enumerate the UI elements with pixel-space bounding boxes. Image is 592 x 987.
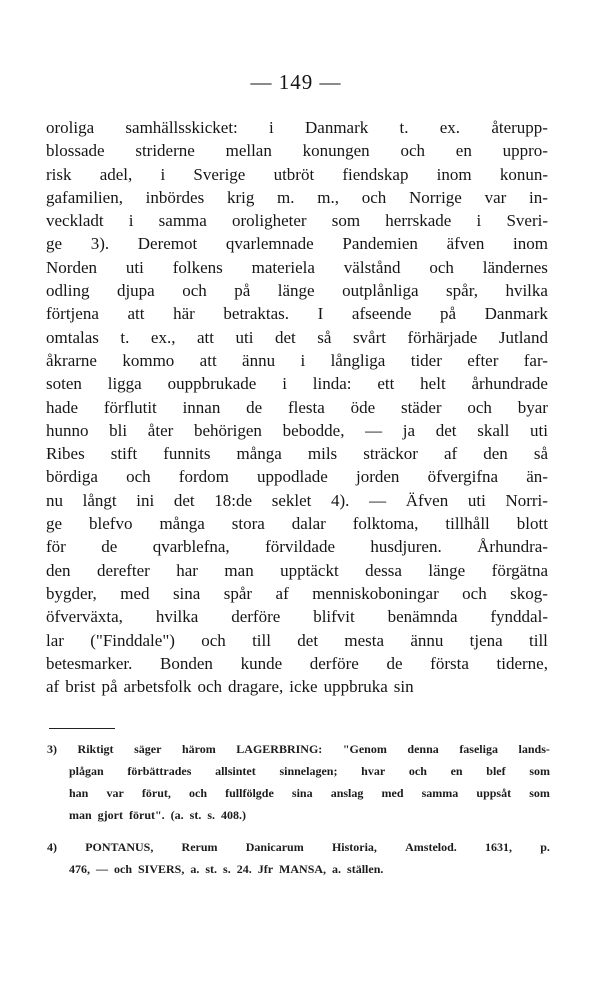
word: 3).: [90, 234, 110, 254]
word: "Genom: [342, 742, 387, 756]
text-line: [46, 442, 548, 465]
word: som: [529, 786, 550, 800]
word: uppbruka: [323, 677, 388, 697]
text-line: [46, 302, 548, 325]
word: qvarblefna,: [152, 537, 230, 557]
word: i: [128, 211, 134, 231]
word: ouppbrukade: [167, 374, 257, 394]
word: Norri-: [505, 490, 548, 510]
word: lar: [46, 630, 64, 650]
text-line: [46, 232, 548, 255]
word: gjort: [97, 808, 123, 822]
footnote-line: [47, 858, 550, 880]
page-number: — 149 —: [250, 70, 342, 94]
word: ex.: [439, 118, 461, 137]
word: af: [275, 583, 289, 603]
word: den: [46, 560, 71, 580]
word: folkens: [172, 257, 223, 277]
word: välstånd: [343, 257, 401, 277]
word: förut,: [141, 786, 171, 800]
word: att: [127, 304, 145, 324]
word: Bonden: [160, 653, 213, 673]
word: qvarlemnade: [225, 234, 314, 254]
footnote-divider: [49, 728, 115, 729]
text-line: [46, 419, 548, 442]
word: länge: [428, 560, 466, 580]
text-line: [46, 372, 548, 395]
word: förgätna: [491, 560, 548, 580]
word: förbättrades: [127, 764, 192, 778]
word: så: [533, 444, 548, 464]
word: blifvit: [313, 607, 355, 627]
word: derföre: [309, 653, 359, 673]
word: hvar: [361, 764, 386, 778]
word: till: [252, 630, 271, 650]
word: bördiga: [46, 467, 98, 487]
text-line: [46, 535, 548, 558]
word: 408.): [221, 808, 246, 822]
word: i: [269, 118, 274, 137]
word: säger: [134, 742, 162, 756]
word: 18:de: [214, 490, 253, 510]
text-line: [46, 465, 548, 488]
word: herrskade: [385, 211, 452, 231]
word: Danmark: [484, 304, 548, 324]
word: härom: [181, 742, 216, 756]
word: folktoma,: [352, 514, 419, 534]
word: benämnda: [387, 607, 458, 627]
text-line: [46, 396, 548, 419]
text-line: [46, 652, 548, 675]
word: djupa: [116, 281, 155, 301]
word: tiderne,: [496, 653, 548, 673]
word: Norrige: [408, 187, 462, 207]
text-line: [46, 116, 548, 139]
word: ländernes: [482, 257, 548, 277]
text-line: [46, 209, 548, 232]
word: ja: [402, 420, 416, 440]
word: outplånliga: [342, 281, 419, 301]
word: mellan: [225, 141, 272, 161]
word: konungen: [302, 141, 370, 161]
word: mils: [307, 444, 338, 464]
word: uti: [125, 257, 144, 277]
word: åter: [147, 420, 174, 440]
word: inbördes: [145, 187, 205, 207]
text-line: [46, 605, 548, 628]
word: odling: [46, 281, 90, 301]
word: utbröt: [273, 164, 315, 184]
word: uppro-: [502, 141, 548, 161]
word: städer: [400, 397, 442, 417]
word: adel,: [99, 164, 133, 184]
word: stift: [110, 444, 138, 464]
word: var: [106, 786, 124, 800]
word: ligga: [107, 374, 142, 394]
word: ge: [46, 514, 63, 534]
word: uti: [467, 490, 486, 510]
word: LAGERBRING:: [236, 742, 323, 756]
text-line: [46, 163, 548, 186]
word: samma: [421, 786, 459, 800]
word: och: [467, 397, 492, 417]
word: Riktigt: [77, 742, 114, 756]
word: betraktas.: [223, 304, 290, 324]
word: ini: [136, 490, 155, 510]
word: och: [182, 281, 207, 301]
word: t.: [399, 118, 409, 137]
word: på: [439, 304, 457, 324]
word: i: [160, 164, 166, 184]
text-line: [46, 675, 548, 698]
word: inom: [513, 234, 548, 254]
word: århundrade: [471, 374, 548, 394]
word: och: [462, 583, 487, 603]
word: Deremot: [137, 234, 198, 254]
word: en: [450, 764, 463, 778]
word: efter: [467, 350, 499, 370]
text-line: [46, 139, 548, 162]
word: öde: [350, 397, 376, 417]
word: Rerum: [181, 840, 218, 854]
word: de: [386, 653, 403, 673]
word: ge: [46, 234, 63, 254]
word: sina: [172, 583, 201, 603]
word: brist: [65, 677, 96, 697]
word: som: [529, 764, 550, 778]
word: kunde: [240, 653, 283, 673]
word: veckladt: [46, 211, 104, 231]
word: far-: [523, 350, 548, 370]
word: uppodlade: [257, 467, 328, 487]
word: långt: [82, 490, 117, 510]
word: Jfr: [257, 862, 274, 876]
word: äfven: [446, 234, 485, 254]
word: byar: [517, 397, 548, 417]
word: första: [430, 653, 469, 673]
word: soten: [46, 374, 82, 394]
word: och: [189, 786, 208, 800]
word: konun-: [499, 164, 548, 184]
word: a.: [190, 862, 200, 876]
text-line: [46, 512, 548, 535]
word: materiela: [251, 257, 315, 277]
word: gafamilien,: [46, 187, 123, 207]
word: spår: [223, 583, 253, 603]
word: samhällsskicket:: [125, 118, 238, 137]
word: Pandemien: [342, 234, 418, 254]
word: sina: [291, 786, 313, 800]
word: man: [69, 808, 92, 822]
word: det: [435, 420, 457, 440]
word: förhärjade: [407, 327, 478, 347]
word: och: [400, 141, 426, 161]
word: blefvo: [89, 514, 133, 534]
footnotes: [47, 738, 550, 880]
word: tider: [410, 350, 442, 370]
word: icke: [289, 677, 318, 697]
text-line: [46, 279, 548, 302]
word: bygder,: [46, 583, 97, 603]
footnote-line: [47, 804, 550, 826]
word: nu: [46, 490, 63, 510]
word: var: [484, 187, 507, 207]
word: fiendskap: [342, 164, 409, 184]
word: Jutland: [498, 327, 548, 347]
word: uppsåt: [476, 786, 512, 800]
word: sträckor: [363, 444, 418, 464]
word: Sverige: [193, 164, 246, 184]
word: Äfven: [405, 490, 449, 510]
word: förvildade: [265, 537, 335, 557]
word: med: [381, 786, 404, 800]
word: i: [282, 374, 287, 394]
word: linda:: [312, 374, 352, 394]
word: inom: [436, 164, 472, 184]
word: blef: [486, 764, 506, 778]
word: uti: [529, 420, 548, 440]
word: betesmarker.: [46, 653, 133, 673]
word: skog-: [510, 583, 548, 603]
word: Danmark: [305, 118, 369, 137]
word: fordom: [178, 467, 229, 487]
text-line: [46, 256, 548, 279]
word: I: [317, 304, 324, 324]
text-line: [46, 349, 548, 372]
word: menniskoboningar: [312, 583, 439, 603]
word: flesta: [288, 397, 325, 417]
word: man: [224, 560, 254, 580]
word: till: [529, 630, 548, 650]
word: arbetsfolk: [123, 677, 192, 697]
text-line: [46, 186, 548, 209]
word: p.: [540, 840, 550, 854]
word: seklet: [271, 490, 312, 510]
word: oroligheter: [232, 211, 307, 231]
word: som: [331, 211, 361, 231]
word: krig: [226, 187, 255, 207]
word: 4).: [331, 490, 350, 510]
text-line: [46, 489, 548, 512]
word: Ribes: [46, 444, 85, 464]
word: mesta: [344, 630, 385, 650]
word: långliga: [330, 350, 386, 370]
word: st.: [205, 862, 218, 876]
word: ("Finddale"): [90, 630, 175, 650]
word: dragare,: [228, 677, 284, 697]
word: bli: [109, 420, 128, 440]
word: m.: [277, 187, 295, 207]
word: st.: [189, 808, 202, 822]
word: dalar: [291, 514, 326, 534]
word: och: [126, 467, 151, 487]
word: ställen.: [347, 862, 384, 876]
word: behörigen: [193, 420, 262, 440]
word: 4): [47, 840, 57, 854]
word: derföre: [231, 607, 281, 627]
word: sin: [393, 677, 414, 697]
word: förtjena: [46, 304, 99, 324]
word: omtalas: [46, 327, 99, 347]
word: ännu: [410, 630, 444, 650]
word: —: [365, 420, 383, 440]
word: plågan: [69, 764, 104, 778]
word: han: [69, 786, 89, 800]
word: Amstelod.: [405, 840, 457, 854]
word: blott: [516, 514, 548, 534]
word: på: [234, 281, 251, 301]
word: kommo: [122, 350, 175, 370]
word: risk: [46, 164, 72, 184]
word: än-: [526, 467, 548, 487]
word: har: [176, 560, 198, 580]
word: hvilka: [505, 281, 548, 301]
word: Sveri-: [506, 211, 548, 231]
word: tillhåll: [445, 514, 490, 534]
word: 24.: [236, 862, 252, 876]
word: hunno: [46, 420, 89, 440]
word: Danicarum: [245, 840, 304, 854]
word: faseliga: [459, 742, 498, 756]
word: denna: [407, 742, 439, 756]
word: spår,: [446, 281, 478, 301]
footnote-line: [47, 738, 550, 760]
word: hvilka: [155, 607, 199, 627]
word: fynddal-: [490, 607, 548, 627]
word: —: [96, 862, 108, 876]
word: helt: [420, 374, 446, 394]
word: dessa: [365, 560, 402, 580]
word: och: [114, 862, 132, 876]
word: bebodde,: [282, 420, 345, 440]
word: ex.,: [150, 327, 176, 347]
word: den: [483, 444, 508, 464]
word: anslag: [330, 786, 364, 800]
word: blossade: [46, 141, 105, 161]
word: förflutit: [103, 397, 157, 417]
text-line: [46, 582, 548, 605]
word: och: [197, 677, 223, 697]
word: och: [201, 630, 226, 650]
word: af: [46, 677, 60, 697]
word: stora: [231, 514, 265, 534]
word: så: [317, 327, 332, 347]
word: sinnelagen;: [279, 764, 338, 778]
word: svårt: [352, 327, 386, 347]
word: husdjuren.: [370, 537, 442, 557]
word: de: [246, 397, 263, 417]
word: och: [408, 764, 427, 778]
text-line: [46, 559, 548, 582]
word: 3): [47, 742, 57, 756]
word: i: [300, 350, 306, 370]
word: jorden: [355, 467, 400, 487]
word: afseende: [351, 304, 412, 324]
word: in-: [529, 187, 548, 207]
text-line: [46, 629, 548, 652]
word: allsintet: [215, 764, 256, 778]
word: af: [444, 444, 458, 464]
word: Århundra-: [477, 537, 548, 557]
word: innan: [182, 397, 221, 417]
word: (a.: [170, 808, 184, 822]
word: det: [297, 630, 319, 650]
word: öfvergifna: [427, 467, 499, 487]
word: funnits: [163, 444, 211, 464]
word: att: [199, 350, 217, 370]
text-line: [46, 326, 548, 349]
word: Historia,: [331, 840, 377, 854]
word: en: [455, 141, 472, 161]
word: ett: [377, 374, 395, 394]
word: oroliga: [46, 118, 95, 137]
word: de: [101, 537, 118, 557]
word: på: [101, 677, 118, 697]
word: MANSA,: [279, 862, 327, 876]
word: —: [369, 490, 387, 510]
footnote-line: [47, 782, 550, 804]
word: SIVERS,: [138, 862, 185, 876]
word: upptäckt: [280, 560, 339, 580]
word: tjena: [469, 630, 503, 650]
word: 1631,: [485, 840, 513, 854]
word: PONTANUS,: [85, 840, 154, 854]
word: länge: [277, 281, 315, 301]
footnote-line: [47, 760, 550, 782]
word: det: [274, 327, 296, 347]
word: samma: [158, 211, 207, 231]
word: många: [236, 444, 282, 464]
word: t.: [120, 327, 130, 347]
word: ännu: [242, 350, 276, 370]
word: 476,: [69, 862, 90, 876]
word: fullfölgde: [225, 786, 274, 800]
word: återupp-: [491, 118, 548, 137]
word: åkrarne: [46, 350, 97, 370]
word: striderne: [135, 141, 195, 161]
word: hade: [46, 397, 79, 417]
word: för: [46, 537, 66, 557]
word: med: [120, 583, 150, 603]
word: s.: [223, 862, 231, 876]
word: förut".: [129, 808, 165, 822]
word: i: [476, 211, 482, 231]
word: Norden: [46, 257, 97, 277]
footnote-line: [47, 836, 550, 858]
word: skall: [477, 420, 510, 440]
word: m.,: [317, 187, 339, 207]
word: derefter: [96, 560, 150, 580]
word: lands-: [518, 742, 550, 756]
word: att: [196, 327, 214, 347]
word: det: [173, 490, 195, 510]
word: och: [361, 187, 387, 207]
word: s.: [207, 808, 215, 822]
word: och: [429, 257, 454, 277]
word: här: [173, 304, 195, 324]
word: uti: [235, 327, 254, 347]
word: öfverväxta,: [46, 607, 123, 627]
word: a.: [332, 862, 342, 876]
body-text: [46, 116, 548, 698]
word: många: [159, 514, 205, 534]
